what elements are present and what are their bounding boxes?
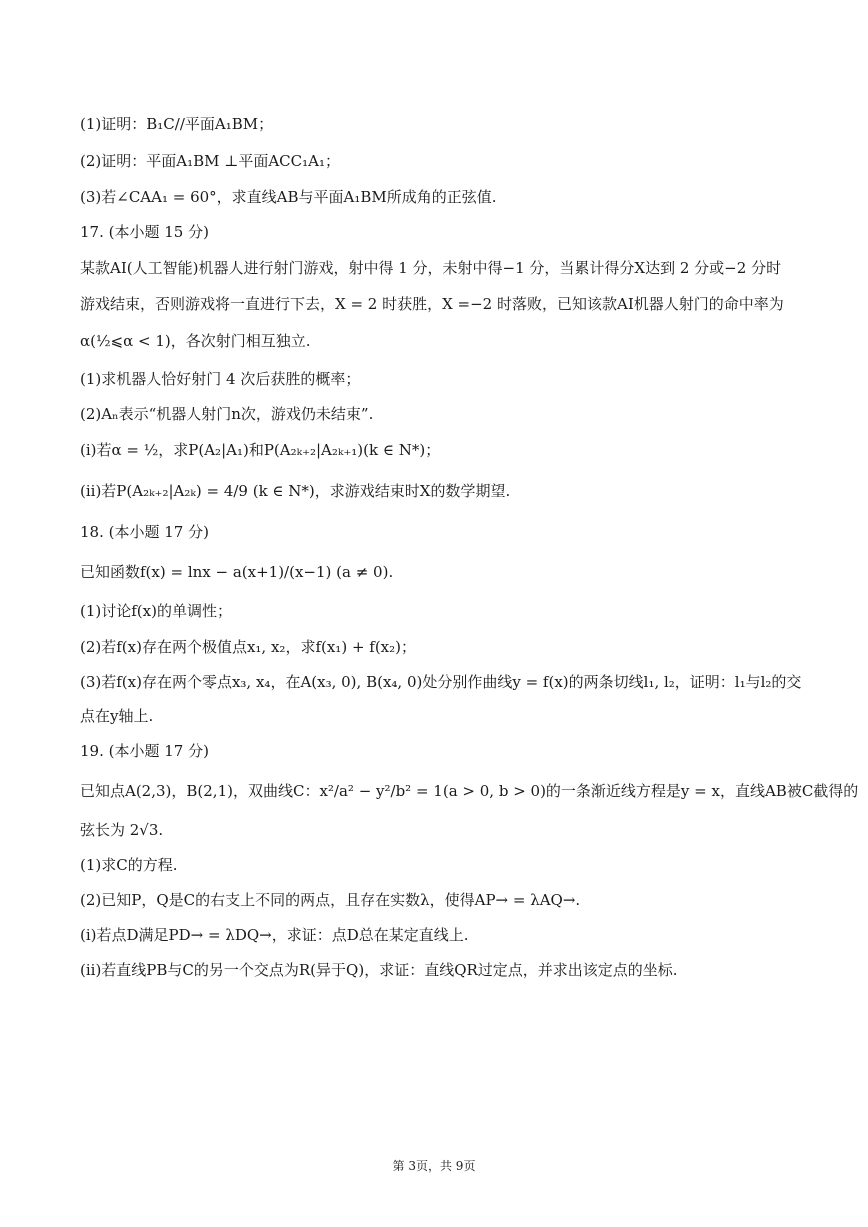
q18-part1: (1)讨论f(x)的单调性； xyxy=(80,602,232,620)
q19-part2-ii: (ii)若直线PB与C的另一个交点为R(异于Q)，求证：直线QR过定点，并求出该定点的坐标. xyxy=(80,961,678,979)
q18-part2: (2)若f(x)存在两个极值点x₁, x₂，求f(x₁) + f(x₂)； xyxy=(80,638,417,656)
q16-part1: (1)证明：B₁C//平面A₁BM； xyxy=(80,115,274,133)
q17-part1: (1)求机器人恰好射门 4 次后获胜的概率； xyxy=(80,370,361,388)
q17-part2-i: (i)若α = ½，求P(A₂|A₁)和P(A₂ₖ₊₂|A₂ₖ₊₁)(k ∈ N*)； xyxy=(80,441,441,459)
page-footer: 第 3页，共 9页 xyxy=(392,1159,476,1173)
q17-part2: (2)Aₙ表示“机器人射门n次，游戏仍未结束”. xyxy=(80,405,374,423)
q19-text-line1: 已知点A(2,3)，B(2,1)，双曲线C：x²/a² − y²/b² = 1(a > 0, b > 0)的一条渐近线方程是y = x，直线AB被C截得的 xyxy=(80,782,859,800)
q16-part3: (3)若∠CAA₁ = 60°，求直线AB与平面A₁BM所成角的正弦值. xyxy=(80,188,497,206)
q17-part2-ii: (ii)若P(A₂ₖ₊₂|A₂ₖ) = 4/9 (k ∈ N*)，求游戏结束时X的数学期望. xyxy=(80,482,511,500)
q18-header: 18. (本小题 17 分) xyxy=(80,523,209,541)
q19-part2-i: (i)若点D满足PD→ = λDQ→，求证：点D总在某定直线上. xyxy=(80,926,469,944)
q19-part1: (1)求C的方程. xyxy=(80,856,178,874)
q19-part2: (2)已知P，Q是C的右支上不同的两点，且存在实数λ，使得AP→ = λAQ→. xyxy=(80,891,581,909)
q18-part3-line2: 点在y轴上. xyxy=(80,707,154,725)
q17-header: 17. (本小题 15 分) xyxy=(80,223,209,241)
q17-text-line2: 游戏结束，否则游戏将一直进行下去，X = 2 时获胜，X =−2 时落败，已知该款AI机器人射门的命中率为 xyxy=(80,295,784,313)
q18-text: 已知函数f(x) = lnx − a(x+1)/(x−1) (a ≠ 0). xyxy=(80,563,394,581)
q19-text-line2: 弦长为 2√3. xyxy=(80,821,164,839)
q16-part2: (2)证明：平面A₁BM ⊥平面ACC₁A₁； xyxy=(80,152,340,170)
q17-text-line3: α(½⩽α < 1)，各次射门相互独立. xyxy=(80,332,311,350)
q17-text-line1: 某款AI(人工智能)机器人进行射门游戏，射中得 1 分，未射中得−1 分，当累计得分X达到 2 分或−2 分时 xyxy=(80,259,782,277)
q19-header: 19. (本小题 17 分) xyxy=(80,742,209,760)
q18-part3-line1: (3)若f(x)存在两个零点x₃, x₄，在A(x₃, 0), B(x₄, 0)处分别作曲线y = f(x)的两条切线l₁, l₂，证明：l₁与l₂的交 xyxy=(80,673,802,691)
